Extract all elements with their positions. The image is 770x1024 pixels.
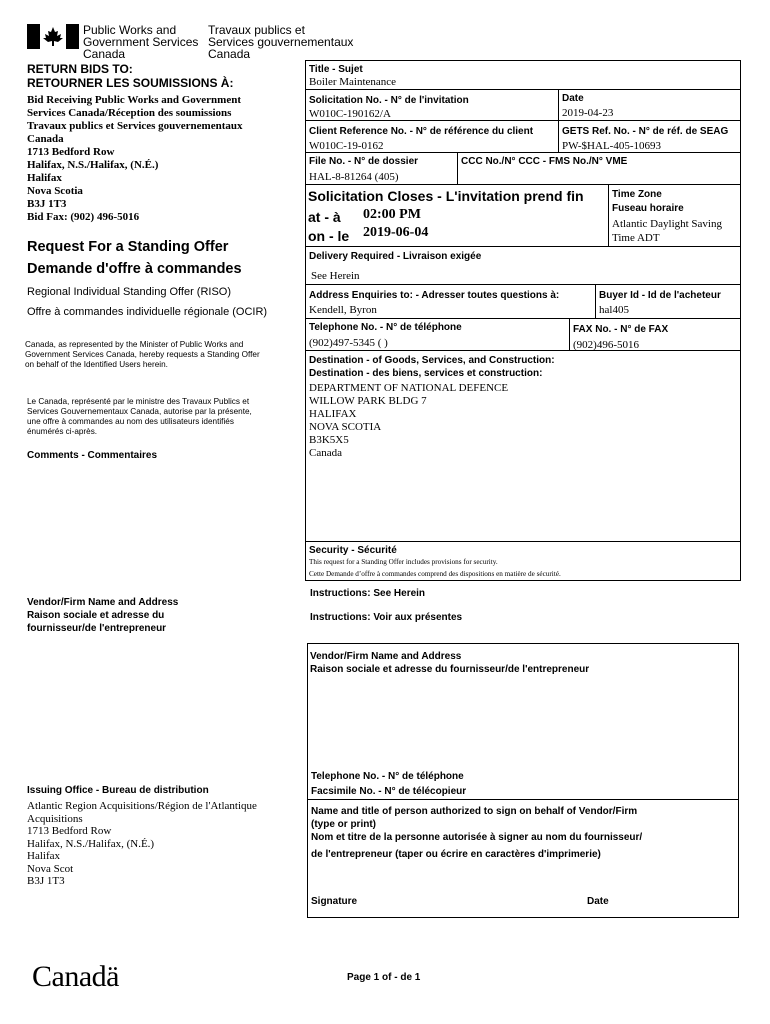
destination-address	[309, 382, 508, 460]
request-title-fr: Demande d'offre à commandes	[27, 261, 242, 277]
destination-line: DEPARTMENT OF NATIONAL DEFENCE	[309, 382, 509, 394]
delivery-required-label: Delivery Required - Livraison exigée	[309, 251, 482, 262]
issuing-office-line: Nova Scot	[27, 862, 74, 875]
closes-on-label: on - le	[308, 228, 350, 244]
address-line: Travaux publics et Services gouvernementaux	[27, 120, 243, 132]
request-title-en: Request For a Standing Offer	[27, 239, 229, 255]
time-zone-label-fr: Fuseau horaire	[612, 203, 684, 214]
security-label: Security - Sécurité	[309, 545, 397, 556]
solicitation-value: W010C-190162/A	[309, 108, 391, 120]
time-zone-value-2: Time ADT	[612, 232, 660, 244]
vendor-firm-box	[307, 643, 739, 918]
department-name-fr	[208, 24, 353, 60]
paragraph-line: Services Gouvernementaux Canada, autorise par la présente,	[27, 407, 252, 416]
authorized-label-line: Name and title of person authorized to sign on behalf of Vendor/Firm	[311, 806, 638, 817]
fax-label: FAX No. - N° de FAX	[573, 324, 669, 335]
issuing-office-address	[27, 800, 257, 888]
time-zone-value: Atlantic Daylight Saving	[612, 218, 722, 230]
authorized-label-line: Nom et titre de la personne autorisée à signer au nom du fournisseur/	[311, 832, 643, 843]
buyer-id-label: Buyer Id - Id de l'acheteur	[599, 290, 721, 301]
request-title	[27, 236, 242, 280]
address-line: Services Canada/Réception des soumissions	[27, 107, 232, 119]
dept-fr-line: Canada	[208, 47, 251, 61]
security-text-fr: Cette Demande d’offre à commandes comprend des dispositions en matière de sécurité.	[309, 570, 561, 578]
authorized-label-line: de l'entrepreneur (taper ou écrire en caractères d'imprimerie)	[311, 849, 601, 860]
vendor-box-label-fr: Raison sociale et adresse du fournisseur/de l'entrepreneur	[310, 664, 590, 675]
paragraph-line: Le Canada, représenté par le ministre des Travaux Publics et	[27, 397, 250, 406]
return-bids-title-fr: RETOURNER LES SOUMISSIONS À:	[27, 76, 234, 90]
instructions-en: Instructions: See Herein	[310, 588, 426, 599]
issuing-office-line: B3J 1T3	[27, 875, 65, 887]
closes-at-value: 02:00 PM	[363, 207, 421, 222]
solicitation-number-field	[305, 89, 559, 121]
security-text-en: This request for a Standing Offer includes provisions for security.	[309, 558, 498, 566]
issuing-office-line: Acquisitions	[27, 812, 83, 825]
ccc-number-label: CCC No./N° CCC - FMS No./N° VME	[461, 156, 628, 167]
comments-label: Comments - Commentaires	[27, 450, 158, 461]
vendor-box-label-en: Vendor/Firm Name and Address	[310, 651, 462, 662]
dept-fr-line: Travaux publics et	[208, 23, 305, 37]
vendor-name-address-area[interactable]	[310, 680, 736, 762]
vendor-box-divider	[308, 799, 738, 800]
title-field	[305, 60, 741, 90]
telephone-label: Telephone No. - N° de téléphone	[309, 322, 462, 333]
government-flag-logo	[27, 24, 79, 54]
solicitation-label: Solicitation No. - N° de l'invitation	[309, 95, 469, 106]
address-line: 1713 Bedford Row	[27, 146, 115, 158]
client-reference-value: W010C-19-0162	[309, 140, 384, 152]
delivery-required-field	[305, 246, 741, 285]
address-line: Halifax, N.S./Halifax, (N.É.)	[27, 159, 159, 171]
solicitation-closes-title: Solicitation Closes - L'invitation prend fin	[308, 188, 584, 204]
paragraph-line: une offre à commandes au nom des utilisateurs identifiés	[27, 417, 234, 426]
ccc-number-field	[457, 152, 741, 185]
issuing-office-line: Atlantic Region Acquisitions/Région de l'Atlantique	[27, 800, 257, 812]
vendor-left-label-line: fournisseur/de l'entrepreneur	[27, 623, 167, 634]
return-bids-title-en: RETURN BIDS TO:	[27, 62, 133, 76]
paragraph-line: énumérés ci-après.	[27, 427, 98, 436]
fax-value: (902)496-5016	[573, 339, 639, 351]
dept-fr-line: Services gouvernementaux	[208, 35, 354, 49]
vendor-left-label-line: Raison sociale et adresse du	[27, 610, 165, 621]
request-paragraph-en	[25, 340, 260, 370]
address-enquiries-field	[305, 284, 596, 319]
page-number: Page 1 of - de 1	[347, 972, 421, 983]
date-label: Date	[562, 93, 584, 104]
time-zone-field	[608, 184, 741, 247]
paragraph-line: Government Services Canada, hereby requests a Standing Offer	[25, 350, 260, 359]
destination-line: HALIFAX	[309, 408, 357, 420]
telephone-field	[305, 318, 570, 351]
signature-date-label: Date	[587, 896, 609, 907]
telephone-value: (902)497-5345 ( )	[309, 337, 388, 349]
vendor-facsimile-label: Facsimile No. - N° de télécopieur	[311, 786, 467, 797]
issuing-office-label: Issuing Office - Bureau de distribution	[27, 785, 209, 796]
buyer-id-field	[595, 284, 741, 319]
vendor-telephone-label: Telephone No. - N° de téléphone	[311, 771, 464, 782]
request-paragraph-fr	[27, 397, 252, 437]
offer-type-fr: Offre à commandes individuelle régionale (OCIR)	[27, 306, 268, 318]
instructions-fr: Instructions: Voir aux présentes	[310, 612, 463, 623]
buyer-id-value: hal405	[599, 304, 629, 316]
destination-line: WILLOW PARK BLDG 7	[309, 395, 427, 407]
paragraph-line: Canada, as represented by the Minister of Public Works and	[25, 340, 244, 349]
return-bids-title	[27, 62, 233, 90]
date-value: 2019-04-23	[562, 107, 614, 119]
paragraph-line: on behalf of the Identified Users herein.	[25, 360, 168, 369]
address-line: Nova Scotia	[27, 185, 83, 197]
solicitation-closes-field	[305, 184, 609, 247]
issuing-office-line: Halifax	[27, 850, 60, 862]
department-name-en	[83, 24, 198, 60]
closes-at-label: at - à	[308, 209, 341, 225]
fax-field	[569, 318, 741, 351]
authorized-person-label	[311, 805, 642, 861]
dept-en-line: Canada	[83, 47, 126, 61]
authorized-label-line: (type or print)	[311, 819, 376, 830]
issuing-office-line: 1713 Bedford Row	[27, 825, 112, 837]
dept-en-line: Government Services	[83, 35, 199, 49]
return-bids-address	[27, 94, 243, 224]
address-line: B3J 1T3	[27, 198, 67, 210]
security-field	[305, 541, 741, 581]
destination-line: Canada	[309, 447, 342, 459]
dept-en-line: Public Works and	[83, 23, 177, 37]
gets-reference-value: PW-$HAL-405-10693	[562, 140, 661, 152]
canada-wordmark: Canadä	[32, 960, 119, 993]
signature-label: Signature	[311, 896, 358, 907]
bid-fax-line: Bid Fax: (902) 496-5016	[27, 211, 140, 223]
title-label: Title - Sujet	[309, 64, 363, 75]
time-zone-label: Time Zone	[612, 189, 662, 200]
file-number-field	[305, 152, 458, 185]
vendor-left-label-line: Vendor/Firm Name and Address	[27, 597, 179, 608]
address-enquiries-value: Kendell, Byron	[309, 304, 377, 316]
title-value: Boiler Maintenance	[309, 76, 397, 88]
address-line: Bid Receiving Public Works and Government	[27, 94, 242, 106]
file-number-label: File No. - N° de dossier	[309, 156, 419, 167]
gets-reference-label: GETS Ref. No. - N° de réf. de SEAG	[562, 126, 729, 137]
closes-on-value: 2019-06-04	[363, 225, 429, 240]
issuing-office-line: Halifax, N.S./Halifax, (N.É.)	[27, 837, 155, 850]
vendor-left-label	[27, 596, 178, 635]
address-enquiries-label: Address Enquiries to: - Adresser toutes questions à:	[309, 290, 560, 301]
address-line: Canada	[27, 133, 64, 145]
client-reference-label: Client Reference No. - N° de référence du client	[309, 126, 534, 137]
offer-type-en: Regional Individual Standing Offer (RISO)	[27, 286, 232, 298]
address-line: Halifax	[27, 172, 62, 184]
destination-field	[305, 350, 741, 542]
client-reference-field	[305, 120, 559, 153]
delivery-required-value: See Herein	[311, 270, 360, 282]
gets-reference-field	[558, 120, 741, 153]
destination-label-en: Destination - of Goods, Services, and Construction:	[309, 355, 555, 366]
offer-type	[27, 282, 267, 322]
file-number-value: HAL-8-81264 (405)	[309, 171, 399, 183]
destination-line: NOVA SCOTIA	[309, 421, 382, 433]
date-field	[558, 89, 741, 121]
destination-line: B3K5X5	[309, 434, 349, 446]
destination-label-fr: Destination - des biens, services et construction:	[309, 368, 543, 379]
